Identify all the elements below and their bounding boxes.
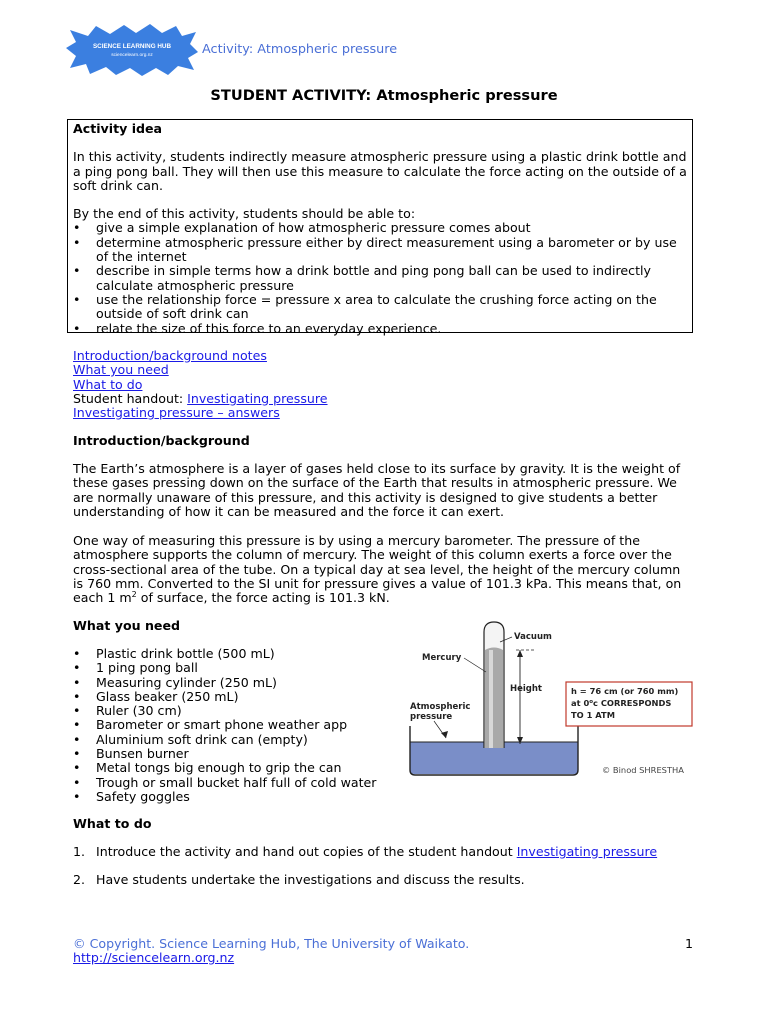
logo-starburst	[66, 24, 198, 76]
objective-item: • use the relationship force = pressure x area to calculate the crushing force acting on the outside of soft drink can	[73, 293, 687, 322]
science-learning-hub-logo[interactable]	[66, 24, 198, 76]
what-to-do-link[interactable]: What to do	[73, 376, 143, 392]
svg-text:TO 1 ATM: TO 1 ATM	[571, 710, 615, 720]
mercury-column	[485, 650, 503, 748]
handout-prefix: Student handout:	[73, 390, 188, 406]
materials-list	[73, 647, 376, 804]
material-item: • Aluminium soft drink can (empty)	[73, 733, 376, 747]
objective-item: • give a simple explanation of how atmospheric pressure comes about	[73, 221, 687, 235]
section-links	[73, 349, 328, 420]
activity-idea-heading: Activity idea	[73, 121, 163, 136]
image-credit: © Binod SHRESTHA	[602, 765, 684, 775]
atmospheric-pressure-label: Atmospheric	[410, 702, 471, 712]
intro-paragraph-2: One way of measuring this pressure is by using a mercury barometer. The pressure of the atmosphere supports the column of mercury. The weight of this column exerts a force over the cross-sectional area of the tube. On a typical day at sea level, the height of the mercury column is 760 mm. Converted to the SI unit for pressure gives a value of 101.3 kPa. This means that, on each 1 $m^2$ of surface, the force acting is 101.3 kN.	[73, 533, 682, 606]
material-item: • Barometer or smart phone weather app	[73, 718, 376, 732]
material-item: • Metal tongs big enough to grip the can	[73, 761, 376, 775]
intro-link[interactable]: Introduction/background notes	[73, 348, 267, 363]
material-item: • Ruler (30 cm)	[73, 704, 376, 718]
svg-text:pressure: pressure	[410, 712, 453, 722]
svg-text:at 0oc CORRESPONDS: at 0$^o$c CORRESPONDS	[571, 698, 672, 708]
material-item: • Glass beaker (250 mL)	[73, 690, 376, 704]
page-number: 1	[685, 936, 694, 951]
intro-paragraph-1: The Earth’s atmosphere is a layer of gases held close to its surface by gravity. It is the weight of these gases pressing down on the surface of the Earth that results in atmospheric pressure. We are normally unaware of this pressure, and this activity is designed to give students a better understanding of how it can be measured and the force it can exert.	[73, 461, 681, 519]
steps-list	[73, 845, 657, 888]
header-title: Activity: Atmospheric pressure	[202, 42, 398, 57]
intro-heading: Introduction/background	[73, 433, 250, 448]
answers-link[interactable]: Investigating pressure – answers	[73, 405, 280, 421]
material-item: • Safety goggles	[73, 790, 376, 804]
material-item: • 1 ping pong ball	[73, 661, 376, 675]
objectives-lead: By the end of this activity, students should be able to:	[73, 206, 416, 222]
step-item: 1. Introduce the activity and hand out copies of the student handout Investigating pressure	[73, 844, 658, 859]
footer-copyright: © Copyright. Science Learning Hub, The University of Waikato.	[73, 936, 470, 951]
activity-idea-box	[67, 119, 693, 336]
handout-link[interactable]: Investigating pressure	[187, 390, 328, 406]
mercury-barometer-diagram	[404, 620, 700, 780]
vacuum-label: Vacuum	[514, 632, 552, 642]
height-label: Height	[510, 684, 542, 694]
objective-item: • describe in simple terms how a drink bottle and ping pong ball can be used to indirectly calculate atmospheric pressure	[73, 264, 687, 293]
footer-url-link[interactable]: http://sciencelearn.org.nz	[73, 950, 235, 965]
objective-item: • determine atmospheric pressure either by direct measurement using a barometer or by use of the internet	[73, 236, 687, 265]
what-you-need-link[interactable]: What you need	[73, 362, 169, 378]
svg-text:sciencelearn.org.nz: sciencelearn.org.nz	[111, 53, 153, 58]
activity-intro: In this activity, students indirectly measure atmospheric pressure using a plastic drink bottle and a ping pong ball. They will then use this measure to calculate the force acting on the outside of a soft drink can.	[73, 149, 687, 193]
mercury-label: Mercury	[422, 653, 462, 663]
material-item: • Measuring cylinder (250 mL)	[73, 676, 376, 690]
objectives-list	[73, 221, 687, 335]
step-handout-link[interactable]: Investigating pressure	[516, 844, 658, 859]
material-item: • Bunsen burner	[73, 747, 376, 761]
objective-item: • relate the size of this force to an everyday experience.	[73, 322, 687, 336]
material-item: • Plastic drink bottle (500 mL)	[73, 647, 376, 661]
document-title: STUDENT ACTIVITY: Atmospheric pressure	[210, 87, 558, 104]
step-item: 2. Have students undertake the investigations and discuss the results.	[73, 872, 525, 888]
svg-text:h = 76 cm (or 760 mm): h = 76 cm (or 760 mm)	[571, 686, 679, 696]
what-to-do-heading: What to do	[73, 816, 152, 831]
material-item: • Trough or small bucket half full of cold water	[73, 776, 376, 790]
svg-text:SCIENCE LEARNING HUB: SCIENCE LEARNING HUB	[92, 43, 172, 50]
what-you-need-heading: What you need	[73, 618, 181, 633]
